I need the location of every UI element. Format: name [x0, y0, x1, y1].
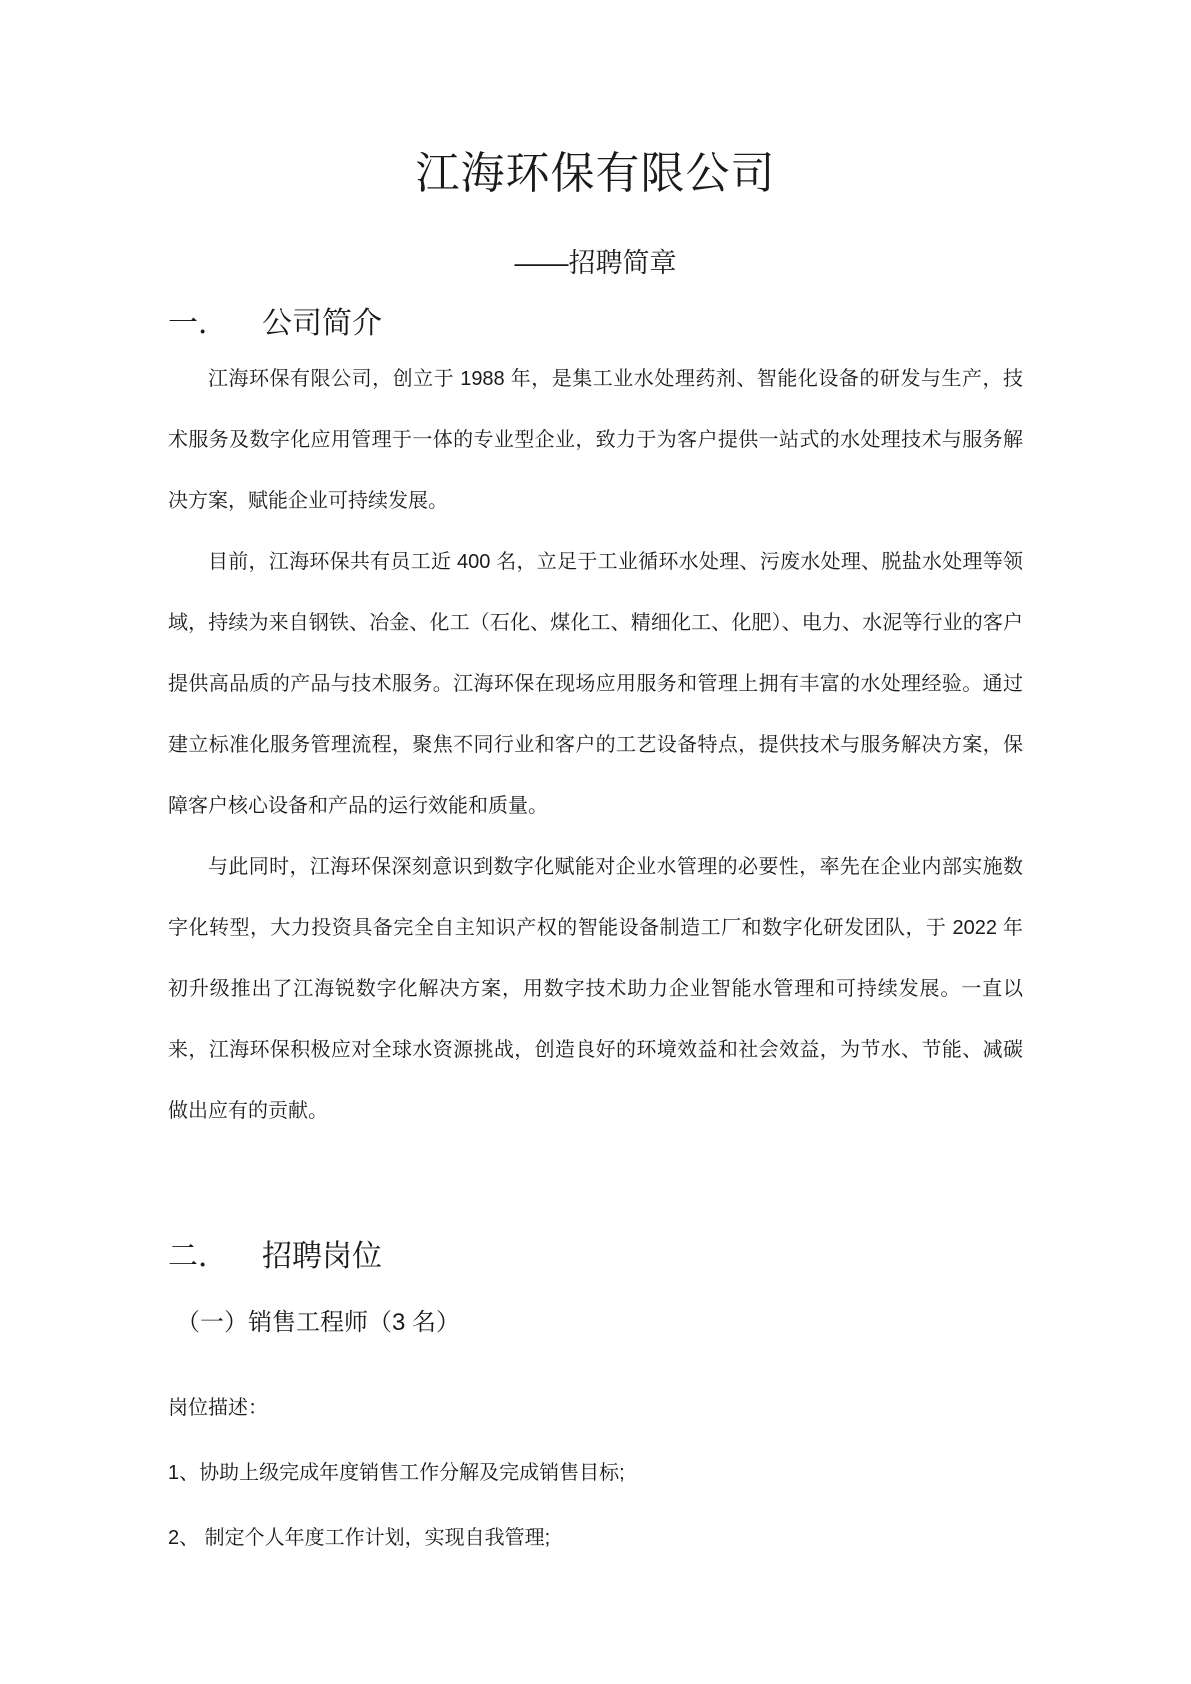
job-description-item-1: 1、协助上级完成年度销售工作分解及完成销售目标;: [168, 1462, 625, 1485]
company-intro-paragraph-3: 与此同时，江海环保深刻意识到数字化赋能对企业水管理的必要性，率先在企业内部实施数字化转型，大力投资具备完全自主知识产权的智能设备制造工厂和数字化研发团队，于 2022 年初升级推出了江海锐数字化解决方案，用数字技术助力企业智能水管理和可持续发展。一直以来，江海环保积极应对全球水资源挑战，创造良好的环境效益和社会效益，为节水、节能、减碳做出应有的贡献。: [168, 855, 1023, 1122]
job-description-item-2: 2、 制定个人年度工作计划，实现自我管理;: [168, 1527, 551, 1550]
document-subtitle: ——招聘简章: [514, 247, 677, 278]
section-heading-recruit-positions: [168, 1238, 1023, 1276]
section-heading-company-intro: [168, 305, 1023, 343]
position-subheading-sales-engineer: （一）销售工程师（3 名）: [176, 1309, 461, 1337]
section-title: 公司简介: [262, 307, 382, 341]
company-intro-paragraph-2: 目前，江海环保共有员工近 400 名，立足于工业循环水处理、污废水处理、脱盐水处理等领域，持续为来自钢铁、冶金、化工（石化、煤化工、精细化工、化肥）、电力、水泥等行业的客户提供高品质的产品与技术服务。江海环保在现场应用服务和管理上拥有丰富的水处理经验。通过建立标准化服务管理流程，聚焦不同行业和客户的工艺设备特点，提供技术与服务解决方案，保障客户核心设备和产品的运行效能和质量。: [168, 550, 1023, 817]
company-intro-paragraph-1: 江海环保有限公司，创立于 1988 年，是集工业水处理药剂、智能化设备的研发与生产，技术服务及数字化应用管理于一体的专业型企业，致力于为客户提供一站式的水处理技术与服务解决方案，赋能企业可持续发展。: [168, 367, 1023, 512]
job-description-label: 岗位描述：: [168, 1397, 268, 1420]
section-title: 招聘岗位: [262, 1239, 382, 1273]
document-title: 江海环保有限公司: [415, 149, 776, 198]
section-number: 一．: [168, 307, 228, 341]
section-number: 二．: [168, 1239, 228, 1273]
